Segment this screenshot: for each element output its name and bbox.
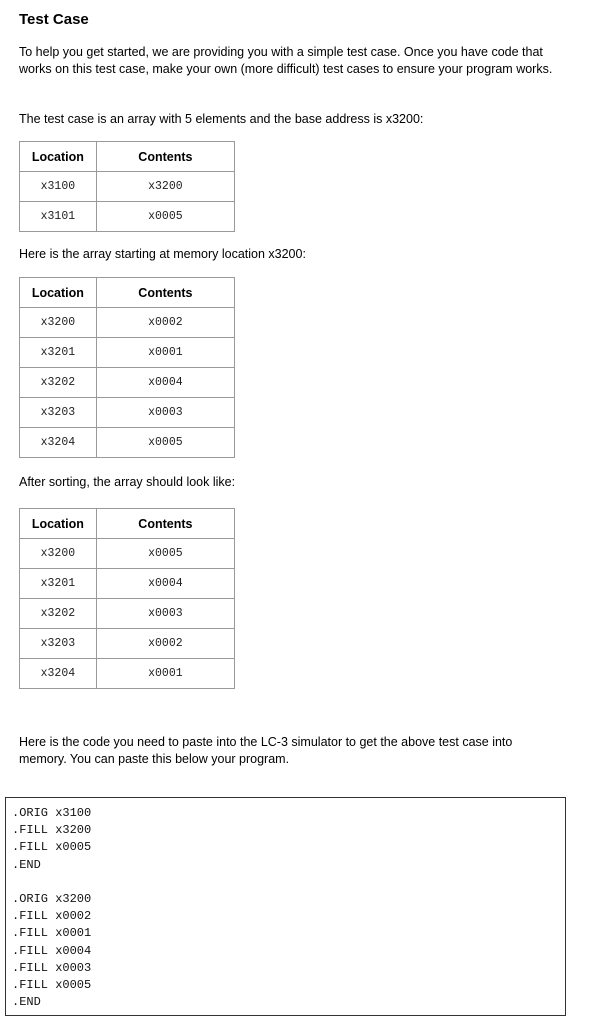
table-row	[20, 172, 235, 202]
contents-cell: x0003	[96, 398, 234, 428]
code-line	[12, 874, 565, 891]
table-row	[20, 338, 235, 368]
sorted-description: After sorting, the array should look like:	[19, 475, 236, 489]
contents-cell: x0003	[96, 599, 234, 629]
code-line: .END	[12, 995, 41, 1010]
table-row	[20, 202, 235, 232]
table-row	[20, 428, 235, 458]
location-header: Location	[20, 509, 97, 539]
contents-cell: x0005	[96, 539, 234, 569]
location-cell: x3201	[20, 569, 97, 599]
code-line: .FILL x0001	[12, 926, 92, 941]
table-row	[20, 308, 235, 338]
table-row	[20, 569, 235, 599]
page-title: Test Case	[19, 11, 89, 28]
contents-header: Contents	[96, 509, 234, 539]
code-line: .END	[12, 857, 41, 872]
contents-cell: x0002	[96, 629, 234, 659]
location-cell: x3203	[20, 398, 97, 428]
unsorted-array-table	[19, 277, 235, 458]
table-header-row	[20, 509, 235, 539]
location-header: Location	[20, 278, 97, 308]
code-line: .ORIG x3200	[12, 891, 92, 906]
table-header-row	[20, 142, 235, 172]
table-row	[20, 398, 235, 428]
code-line: .FILL x0005	[12, 977, 92, 992]
location-cell: x3204	[20, 428, 97, 458]
table-header-row	[20, 278, 235, 308]
code-block[interactable]	[5, 797, 566, 1016]
contents-cell: x0001	[96, 338, 234, 368]
location-cell: x3201	[20, 338, 97, 368]
code-line: .FILL x0002	[12, 909, 92, 924]
contents-cell: x0004	[96, 368, 234, 398]
contents-header: Contents	[96, 142, 234, 172]
table-row	[20, 599, 235, 629]
contents-cell: x0004	[96, 569, 234, 599]
table-row	[20, 629, 235, 659]
code-line: .FILL x0004	[12, 943, 92, 958]
array-description: Here is the array starting at memory location x3200:	[19, 247, 306, 261]
contents-cell: x3200	[96, 172, 234, 202]
location-cell: x3100	[20, 172, 97, 202]
location-cell: x3200	[20, 539, 97, 569]
location-cell: x3202	[20, 368, 97, 398]
table-row	[20, 368, 235, 398]
location-header: Location	[20, 142, 97, 172]
intro-paragraph: To help you get started, we are providing you with a simple test case. Once you have code that works on this test case, make your own (more difficult) test cases to ensure your program works.	[19, 45, 553, 76]
table-row	[20, 659, 235, 689]
sorted-array-table	[19, 508, 235, 689]
location-cell: x3200	[20, 308, 97, 338]
location-cell: x3204	[20, 659, 97, 689]
location-cell: x3203	[20, 629, 97, 659]
contents-cell: x0005	[96, 202, 234, 232]
code-line: .FILL x0005	[12, 840, 92, 855]
code-description: Here is the code you need to paste into the LC-3 simulator to get the above test case into memory. You can paste this below your program.	[19, 735, 513, 766]
code-line: .FILL x0003	[12, 960, 92, 975]
contents-cell: x0002	[96, 308, 234, 338]
table-row	[20, 539, 235, 569]
contents-cell: x0005	[96, 428, 234, 458]
code-line: .ORIG x3100	[12, 806, 92, 820]
base-address-table	[19, 141, 235, 232]
contents-header: Contents	[96, 278, 234, 308]
contents-cell: x0001	[96, 659, 234, 689]
location-cell: x3101	[20, 202, 97, 232]
location-cell: x3202	[20, 599, 97, 629]
code-line: .FILL x3200	[12, 823, 92, 838]
test-case-description: The test case is an array with 5 elements and the base address is x3200:	[19, 112, 424, 126]
